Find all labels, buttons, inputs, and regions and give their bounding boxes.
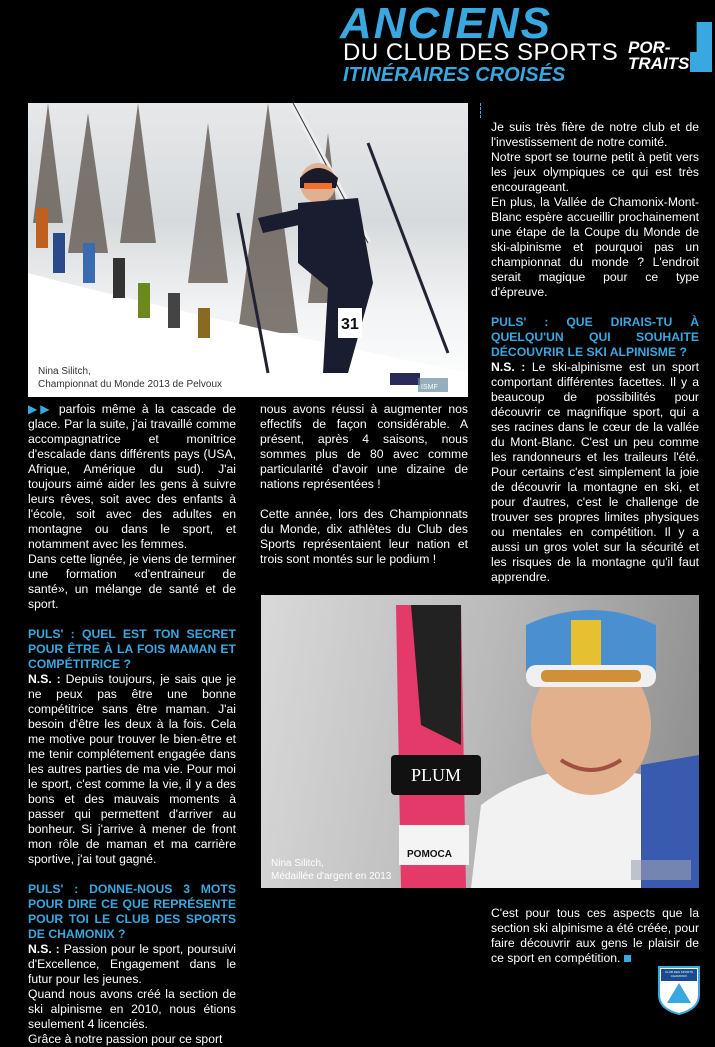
spacer [260,492,468,507]
paragraph: Je suis très fière de notre club et de l'investissement de notre comité. [491,120,699,149]
answer [28,942,236,987]
spacer [28,612,236,627]
club-logo [657,965,701,1015]
paragraph-text: C'est pour tous ces aspects que la section ski alpinisme a été créée, pour faire découvrir aux gens le plaisir de ce sport en compétition. [491,906,699,965]
paragraph: Quand nous avons créé la section de ski alpinisme en 2010, nous étions seulement 4 licenciés. [28,987,236,1031]
section-label-line2: TRAITS [628,54,690,73]
paragraph: nous avons réussi à augmenter nos effectifs de façon considérable. A présent, après 4 saisons, nous sommes plus de 80 avec comme particularité d'avoir une dizaine de nations représentées ! [260,402,468,491]
answer-text: Passion pour le sport, poursuivi d'Excellence, Engagement dans le futur pour les jeunes. [28,942,236,986]
spacer [28,867,236,882]
column-3 [491,120,699,585]
caption-line: Nina Silitch, [38,366,91,377]
title-anciens: ANCIENS [340,0,553,48]
section-label-line1: POR- [628,38,671,57]
club-logo-text: CLUB DES SPORTS CHAMONIX [664,970,694,978]
section-accent-bar [690,22,712,72]
answer-label: N.S. : [28,672,61,686]
photo-skier-pelvoux [28,103,468,397]
photo-caption-bottom [271,857,391,883]
question-heading: PULS' : DONNE-NOUS 3 MOTS POUR DIRE CE QUE REPRÉSENTE POUR TOI LE CLUB DES SPORTS DE CHAMONIX ? [28,882,236,941]
closing-paragraph [491,906,699,966]
photo-portrait-illustration [261,595,699,888]
answer-text: Le ski-alpinisme est un sport comportant différentes facettes. Il y a beaucoup de possibilités pour découvrir ce magnifique sport, qui a ses racines dans le cœur de la vallée du Mont-Blanc. C'est un peu comme les randonneurs et les traileurs l'été. Pour certains c'est simplement la joie de découvrir la montagne en ski, et pour d'autres, c'est le challenge de trouver ses propres limites physiques ou mentales en compétition. Il y a aussi un gros volet sur la sécurité et les risques de la montagne qu'il faut apprendre. [491,360,700,584]
title-club-des-sports: DU CLUB DES SPORTS [343,39,619,66]
column-divider [480,103,481,118]
caption-line: Championnat du Monde 2013 de Pelvoux [38,379,223,390]
paragraph [28,402,236,552]
answer-label: N.S. : [28,942,60,956]
title-itineraires-croises: ITINÉRAIRES CROISÉS [343,64,566,86]
paragraph: Dans cette lignée, je viens de terminer une formation «d'entraineur de santé», un mélange de santé et de sport. [28,552,236,611]
ski-sponsor-text: POMOCA [407,849,452,860]
photo-watermark: ISMF [421,384,438,391]
answer [28,672,236,867]
photo-skier-portrait [261,595,699,888]
spacer [491,300,699,315]
paragraph-text: parfois même à la cascade de glace. Par la suite, j'ai travaillé comme accompagnatrice et monitrice d'escalade dans différents pays (USA, Afrique, Amérique du sud). J'ai toujours aimé aider les gens à suivre leurs rêves, soit avec des enfants à l'école, soit avec des adultes en montagne ou dans le sport, et notamment avec les femmes. [28,402,236,551]
continue-arrows-icon: ▶▶ [28,402,59,416]
answer-label: N.S. : [491,360,526,374]
question-heading: PULS' : QUEL EST TON SECRET POUR ÊTRE À LA FOIS MAMAN ET COMPÉTITRICE ? [28,627,236,671]
paragraph: Grâce à notre passion pour ce sport [28,1032,223,1046]
column-2 [260,402,468,567]
answer [491,360,699,585]
question-heading: PULS' : QUE DIRAIS-TU À QUELQU'UN QUI SOUHAITE DÉCOUVRIR LE SKI ALPINISME ? [491,315,699,359]
caption-line: Médaillée d'argent en 2013 [271,871,392,882]
photo-skier-illustration [28,103,468,397]
paragraph: Notre sport se tourne petit à petit vers les jeux olympiques ce qui est très encourageant. [491,150,699,194]
section-label-portraits [628,40,688,72]
answer-text: Depuis toujours, je sais que je ne peux pas être une bonne compétitrice sans être maman. J'ai besoin d'être les deux à la fois. Cela me motive pour trouver le bien-être et me tenir complétement engagée dans les autres parties de ma vie. Pour moi le sport, c'est comme la vie, il y a des bons et des mauvais moments à passer qui permettent d'arriver au bonheur. Si j'arrive à mener de front mon rôle de maman et ma carrière sportive, j'ai tout gagné. [28,672,236,866]
bib-number: 31 [341,316,359,333]
ski-brand-text: PLUM [411,765,462,785]
paragraph: Cette année, lors des Championnats du Monde, dix athlètes du Club des Sports représentaient leur nation et trois sont montés sur le podium ! [260,507,468,566]
paragraph [491,906,699,966]
column-1 [28,402,236,1047]
paragraph: En plus, la Vallée de Chamonix-Mont-Blanc espère accueillir prochainement une étape de la Coupe du Monde de ski-alpinisme et pourquoi pas un championnat du monde ? L'endroit serait magique pour ce type d'épreuve. [491,195,699,299]
end-mark-icon [624,955,631,962]
photo-caption-top [38,365,222,391]
caption-line: Nina Silitch, [271,858,324,869]
